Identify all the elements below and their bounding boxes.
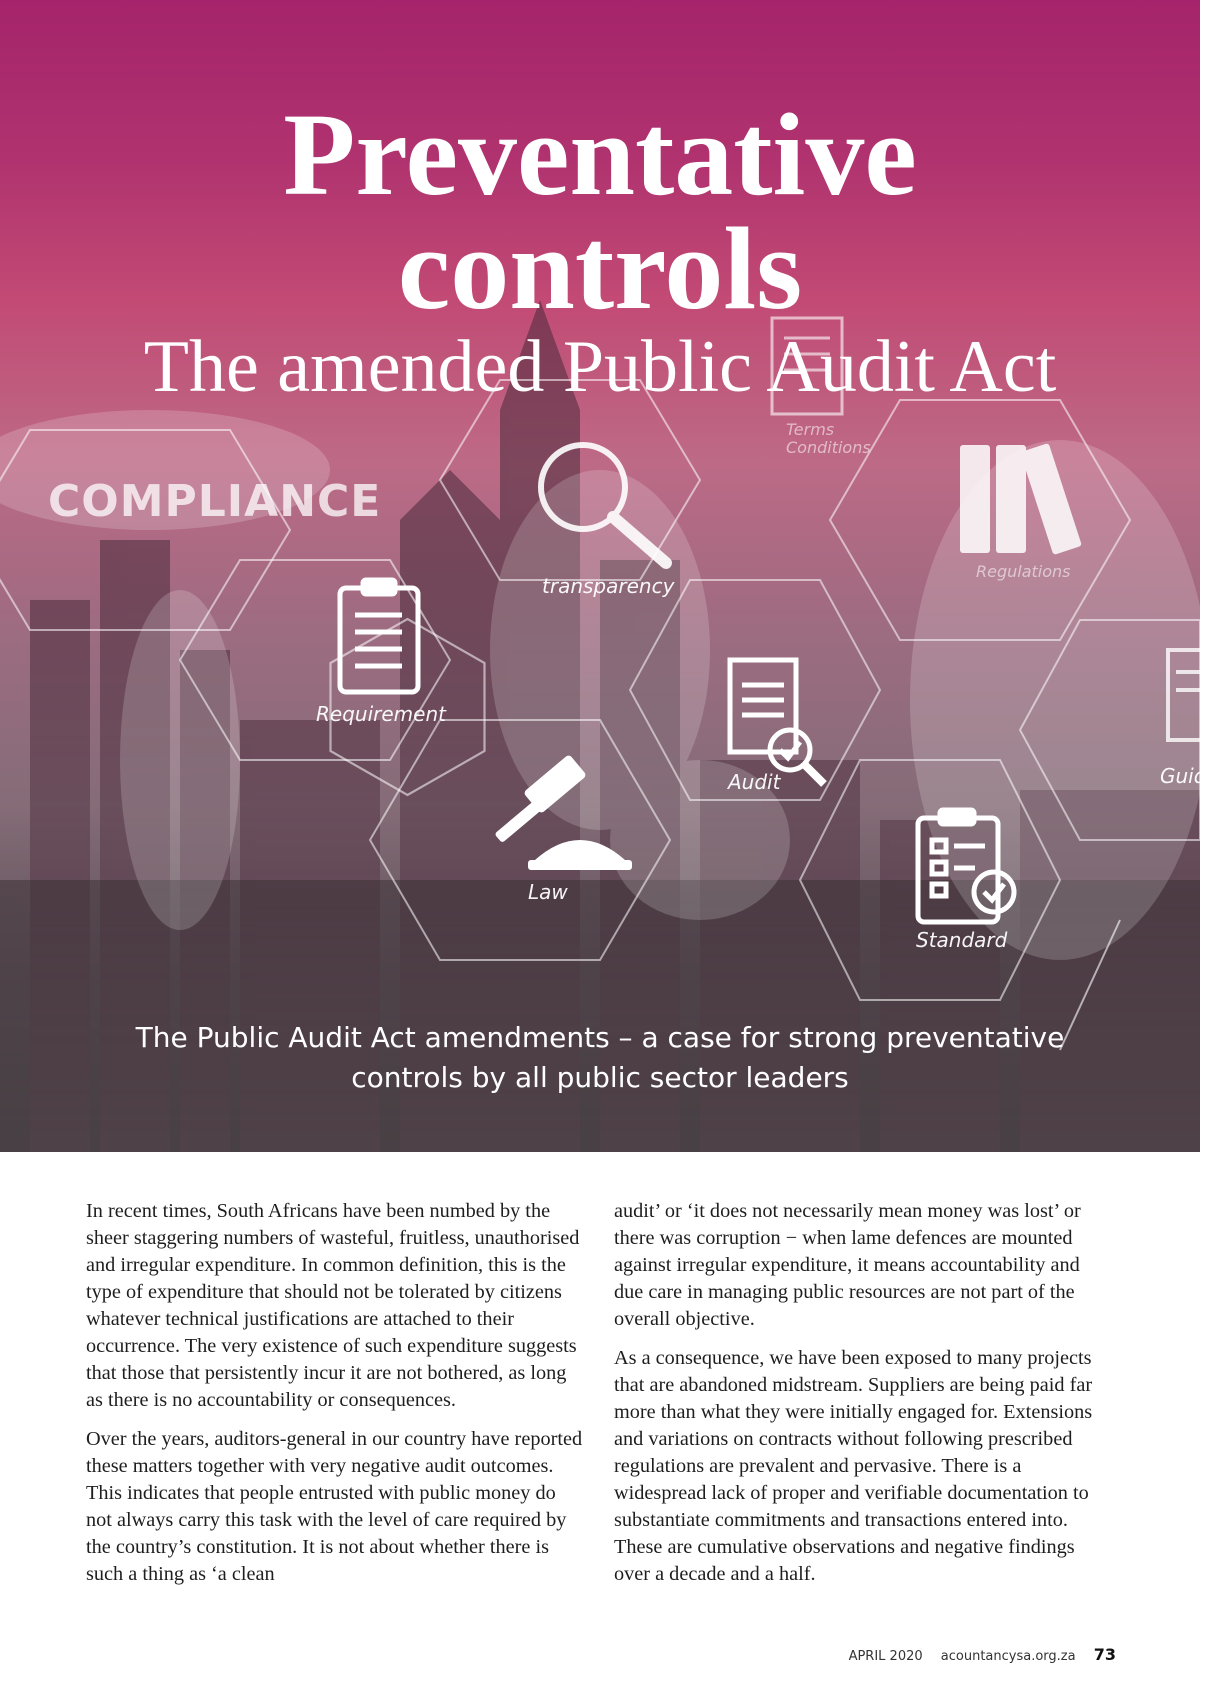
page-footer [835,1645,1116,1664]
paragraph: Over the years, auditors-general in our country have reported these matters together with very negative audit outcomes. This indicates that people entrusted with public money do not always carry this task with the level of care required by the country’s constitution. It is not about whether there is such a thing as ‘a clean [86,1428,583,1585]
conditions-label: Conditions [786,438,871,457]
paragraph: In recent times, South Africans have been numbed by the sheer staggering numbers of wasteful, fruitless, unauthorised and irregular expenditure. In common definition, this is the type of expenditure that should not be tolerated by citizens whatever technical justifications are attached to their occurrence. The very existence of such expenditure suggests that those that persistently incur it are not bothered, as long as there is no accountability or consequences. [86,1200,580,1411]
regulations-label: Regulations [976,562,1071,581]
article-right-column [614,1198,1114,1600]
title-line-1: Preventative [283,89,917,220]
issue-date: APRIL 2020 [848,1649,923,1664]
standard-label: Standard [916,928,1008,952]
law-label: Law [528,880,568,904]
article-left-column [86,1198,586,1600]
page-number: 73 [1093,1645,1116,1664]
paragraph: audit’ or ‘it does not necessarily mean money was lost’ or there was corruption − when lame defences are mounted against irregular expenditure, it means accountability and due care in managing public resources are not part of the overall objective. [614,1200,1081,1330]
requirement-label: Requirement [316,702,446,726]
subtitle: The amended Public Audit Act [143,326,1057,408]
audit-label: Audit [728,770,781,794]
terms-label: Terms [786,420,835,439]
guide-label: Guid [1160,764,1206,788]
hero-caption [60,1018,1140,1098]
compliance-label: COMPLIANCE [48,476,382,527]
paragraph: As a consequence, we have been exposed to many projects that are abandoned midstream. Suppliers are being paid far more than what they were initially engaged for. Extensions and variations on contracts without following prescribed regulations are prevalent and pervasive. There is a widespread lack of proper and verifiable documentation to substantiate commitments and transactions entered into. These are cumulative observations and negative findings over a decade and a half. [614,1347,1093,1585]
caption-line-1: The Public Audit Act amendments – a case for strong preventative [135,1021,1065,1054]
website-link[interactable]: acountancysa.org.za [940,1649,1076,1664]
caption-line-2: controls by all public sector leaders [351,1061,849,1094]
transparency-label: transparency [542,574,675,598]
title-line-2: controls [397,203,803,334]
